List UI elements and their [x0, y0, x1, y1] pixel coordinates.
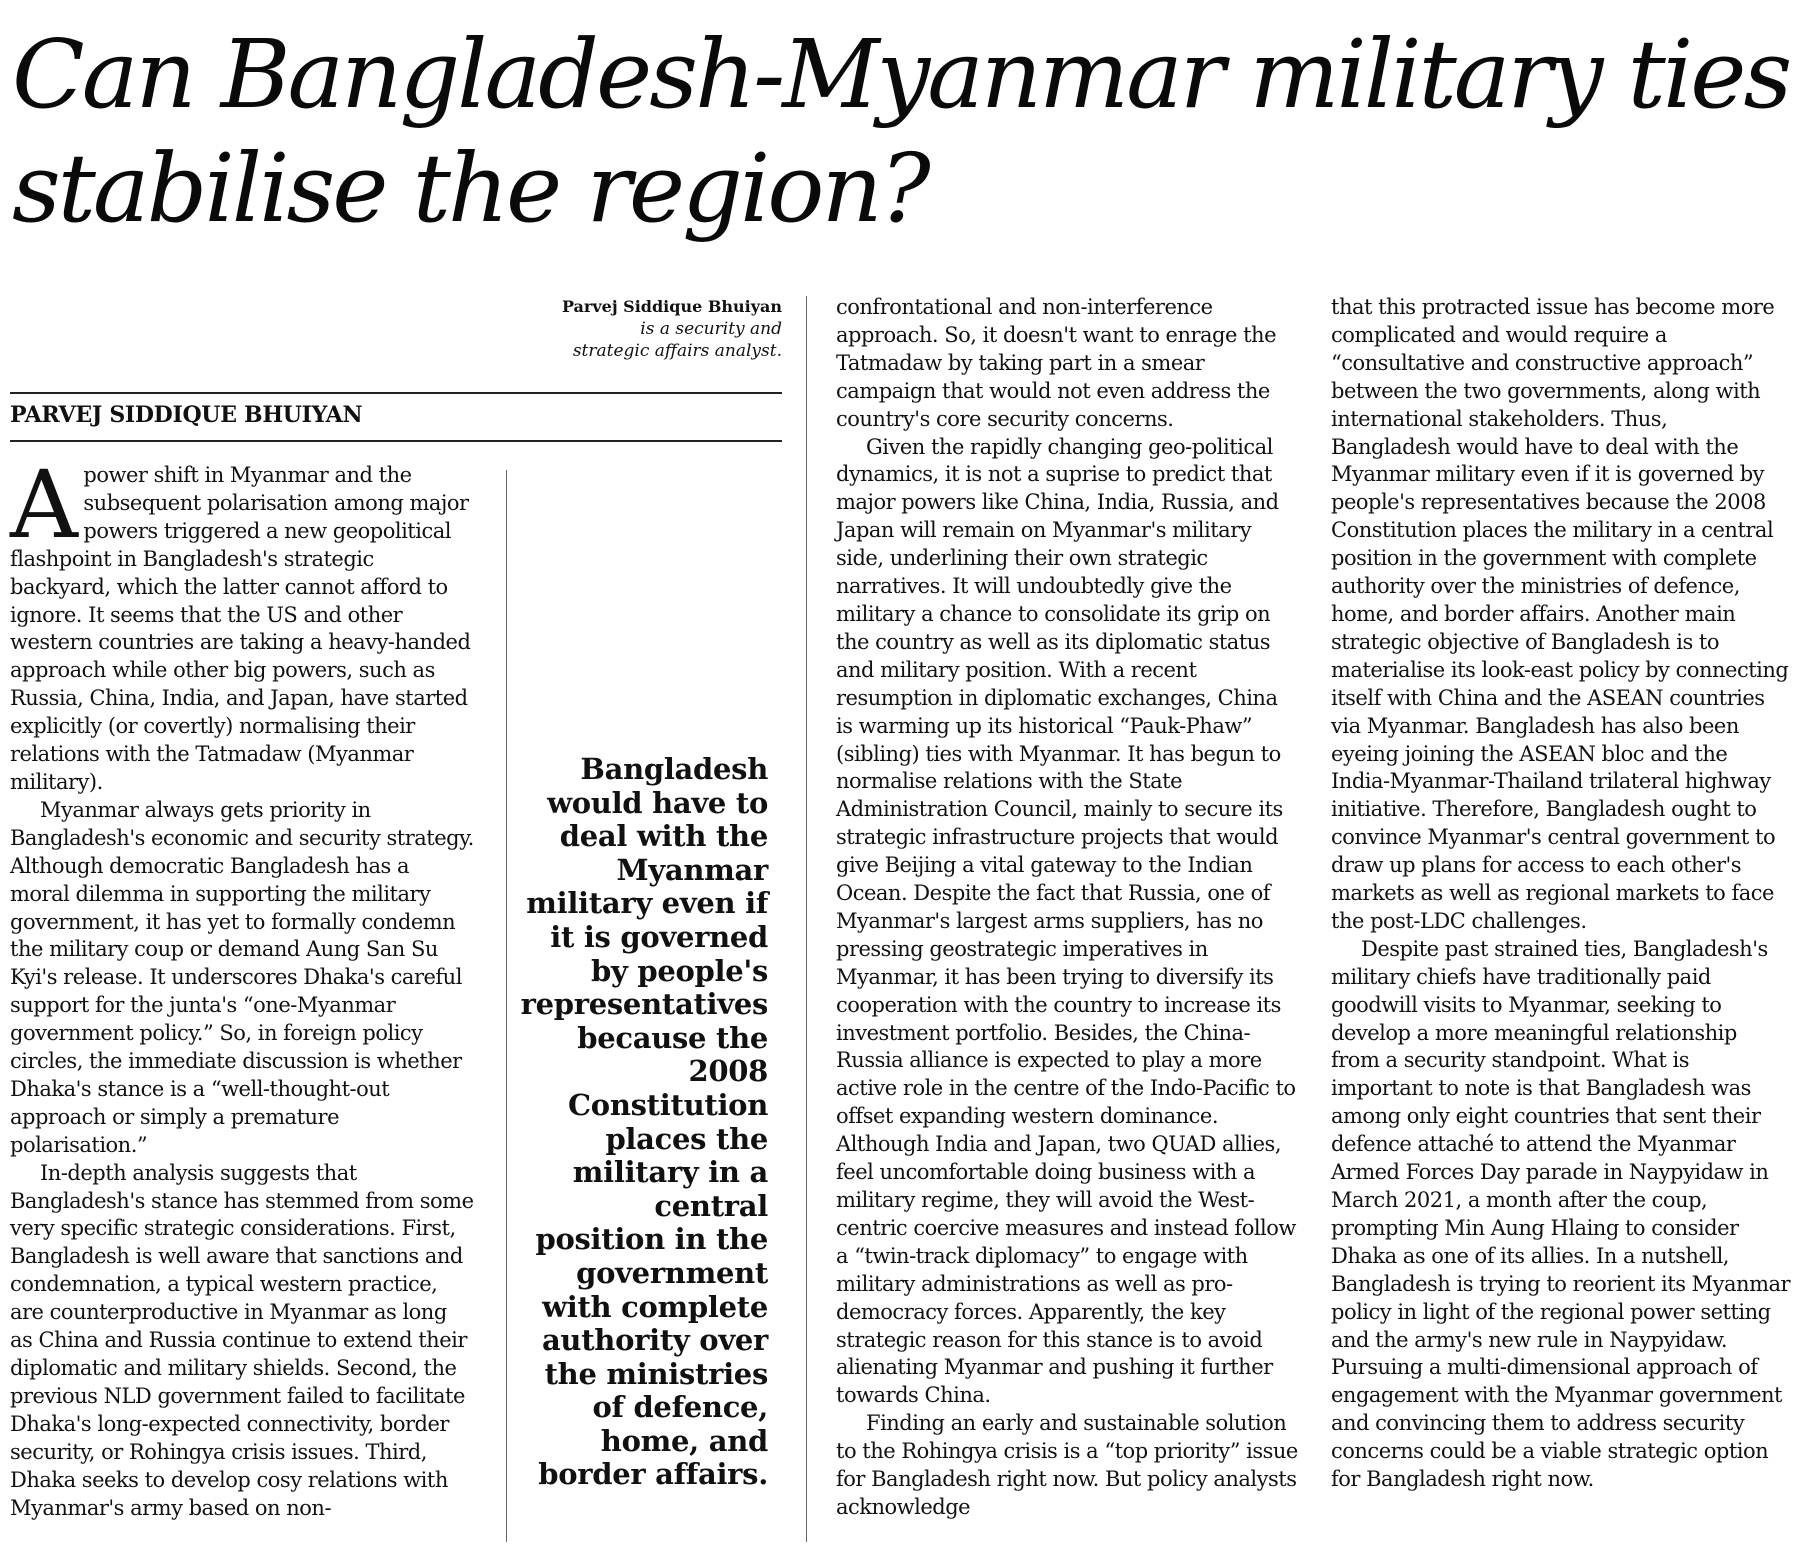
paragraph: In-depth analysis suggests that Bangladesh's stance has stemmed from some very specific strategic considerations. First, Bangladesh is well aware that sanctions and condemnation, a typical western practice, are counterproductive in Myanmar as long as China and Russia continue to extend their diplomatic and military shields. Second, the previous NLD government failed to facilitate Dhaka's long-expected connectivity, border security, or Rohingya crisis issues. Third, Dhaka seeks to develop cosy relations with Myanmar's army based on non- — [10, 1160, 474, 1520]
paragraph: Given the rapidly changing geo-political dynamics, it is not a suprise to predict that major powers like China, India, Russia, and Japan will remain on Myanmar's military side, underlining their own strategic narratives. It will undoubtedly give the military a chance to consolidate its grip on the country as well as its diplomatic status and military position. With a recent resumption in diplomatic exchanges, China is warming up its historical “Pauk-Phaw” (sibling) ties with Myanmar. It has begun to normalise relations with the State Administration Council, mainly to secure its strategic infrastructure projects that would give Beijing a vital gateway to the Indian Ocean. Despite the fact that Russia, one of Myanmar's largest arms suppliers, has no pressing geostrategic imperatives in Myanmar, it has been trying to diversify its cooperation with the country to increase its investment portfolio. Besides, the China-Russia alliance is expected to play a more active role in the centre of the Indo-Pacific to offset expanding western dominance. Although India and Japan, two QUAD allies, feel uncomfortable doing business with a military regime, they will avoid the West-centric coercive measures and instead follow a “twin-track diplomacy” to engage with military administrations as well as pro-democracy forces. Apparently, the key strategic reason for this stance is to avoid alienating Myanmar and pushing it further towards China. — [836, 434, 1296, 1408]
paragraph: confrontational and non-interference approach. So, it doesn't want to enrage the Tatmadaw by taking part in a smear campaign that would not even address the country's core security concerns. — [836, 295, 1276, 431]
article-column-2 — [836, 294, 1298, 1522]
author-bio-text: is a security and strategic affairs analyst. — [572, 319, 782, 361]
column-divider — [806, 296, 807, 1542]
byline-bottom-rule — [10, 440, 782, 442]
paragraph: Myanmar always gets priority in Bangladesh's economic and security strategy. Although democratic Bangladesh has a moral dilemma in supporting the military government, it has yet to formally condemn the military coup or demand Aung San Su Kyi's release. It underscores Dhaka's careful support for the junta's “one-Myanmar government policy.” So, in foreign policy circles, the immediate discussion is whether Dhaka's stance is a “well-thought-out approach or simply a premature polarisation.” — [10, 797, 474, 1157]
author-bio-name: Parvej Siddique Bhuiyan — [561, 297, 782, 316]
headline: Can Bangladesh-Myanmar military ties stabilise the region? — [12, 20, 1790, 244]
paragraph — [10, 451, 474, 797]
paragraph: that this protracted issue has become more complicated and would require a “consultative and constructive approach” between the two governments, along with international stakeholders. Thus, Bangladesh would have to deal with the Myanmar military even if it is governed by people's representatives because the 2008 Constitution places the military in a central position in the government with complete authority over the ministries of defence, home, and border affairs. Another main strategic objective of Bangladesh is to materialise its look-east policy by connecting itself with China and the ASEAN countries via Myanmar. Bangladesh has also been eyeing joining the ASEAN bloc and the India-Myanmar-Thailand trilateral highway initiative. Therefore, Bangladesh ought to convince Myanmar's central government to draw up plans for access to each other's markets as well as regional markets to face the post-LDC challenges. — [1331, 295, 1789, 933]
pull-quote: Bangladesh would have to deal with the Myanmar military even if it is governed by people's representatives because the 2008 Constitution places the military in a central position in the government with complete authority over the ministries of defence, home, and border affairs. — [520, 752, 768, 1492]
paragraph: Despite past strained ties, Bangladesh's military chiefs have traditionally paid goodwill visits to Myanmar, seeking to develop a more meaningful relationship from a security standpoint. What is important to note is that Bangladesh was among only eight countries that sent their defence attaché to attend the Myanmar Armed Forces Day parade in Naypyidaw in March 2021, a month after the coup, prompting Min Aung Hlaing to consider Dhaka as one of its allies. In a nutshell, Bangladesh is trying to reorient its Myanmar policy in light of the regional power setting and the army's new rule in Naypyidaw. Pursuing a multi-dimensional approach of engagement with the Myanmar government and convincing them to address security concerns could be a viable strategic option for Bangladesh right now. — [1331, 936, 1791, 1492]
drop-cap: A — [10, 451, 78, 560]
author-bio-box — [560, 296, 782, 362]
byline-top-rule — [10, 392, 782, 394]
paragraph-text: power shift in Myanmar and the subsequent polarisation among major powers triggered a new geopolitical flashpoint in Bangladesh's strategic backyard, which the latter cannot afford to ignore. It seems that the US and other western countries are taking a heavy-handed approach while other big powers, such as Russia, China, India, and Japan, have started explicitly (or covertly) normalising their relations with the Tatmadaw (Myanmar military). — [10, 463, 471, 794]
pull-quote-divider — [506, 470, 507, 1542]
paragraph: Finding an early and sustainable solution to the Rohingya crisis is a “top priority” issue for Bangladesh right now. But policy analysts acknowledge — [836, 1411, 1298, 1519]
article-column-1 — [10, 451, 474, 1522]
byline: PARVEJ SIDDIQUE BHUIYAN — [10, 402, 363, 428]
article-column-3 — [1331, 294, 1791, 1494]
